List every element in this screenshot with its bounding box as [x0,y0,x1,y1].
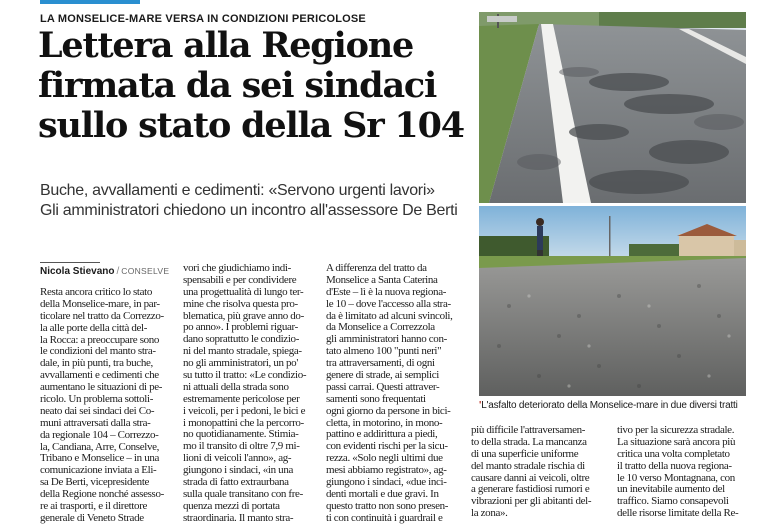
byline-author: Nicola Stievano [40,266,115,277]
article-line: Tribano e Monselice – in una [40,453,160,465]
article-line: ni attuali della strada sono [183,381,289,393]
section-accent-bar [40,0,140,4]
article-line: le 10 verso Montagnana, con [617,472,735,484]
headline-line: sullo stato della Sr 104 [38,105,464,146]
article-line: quenza mezzi di portata [183,500,280,512]
article-line: giungono i sindaci, «in una [183,465,294,477]
article-line: la alle porte della città del- [40,322,148,334]
article-line: vori che giudichiamo indi- [183,263,291,274]
article-line: pattino e addirittura a piedi, [326,429,438,441]
article-line: causare danni ai veicoli, oltre [471,472,590,484]
article-line: i veicoli, per i pedoni, le bici e [183,405,306,417]
article-line: A differenza del tratto da [326,263,427,274]
headline [38,26,468,146]
article-line: della Monselice-mare, in par- [40,298,160,310]
byline-separator: / [116,266,120,277]
article-line: le 10 – dove l'accesso alla stra- [326,298,451,310]
article-line: ti con continuità i guardrail e [326,512,443,524]
article-line: la Rocca: a preoccupare sono [40,334,160,346]
article-line: denti mortali e due gravi. In [326,488,439,500]
subheadline [40,181,470,221]
article-line: muni attraversati dalla stra- [40,417,151,429]
article-line: da è limitato ad alcuni svincoli, [326,310,453,322]
headline-line: Lettera alla Regione [38,25,414,66]
article-line: con evidenti rischi per la sicu- [326,441,448,453]
article-line: Monselice a Santa Caterina [326,274,438,286]
article-line: estremamente pericolose per [183,393,300,405]
subhead-line: Buche, avvallamenti e cedimenti: «Servono urgenti lavori» [40,182,435,199]
article-line: tato almeno 100 "punti neri" [326,346,442,358]
article-line: più difficile l'attraversamen- [471,425,586,436]
article-line: gli amministratori hanno con- [326,334,447,346]
article-line: La situazione sarà ancora più [617,436,736,448]
article-line: la zona». [471,508,508,520]
caption-text: L'asfalto deteriorato della Monselice-mare in due diversi tratti [481,400,738,411]
article-line: straordinaria. Il manto stra- [183,512,294,524]
article-line: una progettualità di lungo ter- [183,286,304,298]
article-line: comunicazione inviata a Eli- [40,465,157,477]
article-line: neato dai sei sindaci dei Co- [40,405,155,417]
kicker: LA MONSELICE-MARE VERSA IN CONDIZIONI PERICOLOSE [40,13,366,25]
article-line: po anno». I problemi riguar- [183,322,298,334]
article-line: a generare fastidiosi rumori e [471,484,590,496]
article-line: le condizioni del manto stra- [40,346,156,358]
article-line: generale di Veneto Strade [40,512,144,524]
article-line: blematica, più grave anno do- [183,310,304,322]
article-line: dale, in più punti, tra buche, [40,358,153,370]
article-line: aumentano le situazioni di pe- [40,382,163,394]
article-line: rezza. «Solo negli ultimi due [326,453,443,465]
article-column-2 [183,263,311,525]
article-line: della Regione nonché assesso- [40,489,164,501]
article-line: spensabili e per condividere [183,274,297,286]
article-line: ricolo. Un problema sottoli- [40,394,154,406]
article-line: avvallamenti e cedimenti che [40,370,159,382]
article-column-5 [617,425,752,520]
article-line: lioni di veicoli l'anno», ag- [183,453,292,465]
article-line: sulla quale transitano con fre- [183,488,303,500]
article-line: mo il transito di oltre 7,9 mi- [183,441,300,453]
article-line: cletta, in motorino, in mono- [326,417,443,429]
article-line: di una superficie uniforme [471,448,579,460]
article-line: sa De Berti, vicepresidente [40,477,150,489]
article-line: ni del manto stradale, spiega- [183,346,302,358]
article-line: strada di fatto extraurbana [183,477,289,489]
article-line: tra attraversamenti, di ogni [326,358,435,370]
byline [40,266,169,277]
article-line: ogni giorno da persone in bici- [326,405,451,417]
article-line: critica una volta completato [617,448,730,460]
subhead-line: Gli amministratori chiedono un incontro all'assessore De Berti [40,202,458,219]
byline-rule [40,262,100,263]
article-line: la, Candiana, Arre, Conselve, [40,441,160,453]
article-line: dano soprattutto le condizio- [183,334,300,346]
article-line: i monopattini che la percorro- [183,417,304,429]
article-line: delle risorse limitate della Re- [617,508,739,520]
photo-caption [479,400,749,411]
article-column-4 [471,425,606,520]
article-line: to della strada. La mancanza [471,436,587,448]
article-line: passi carrai. Questi attraver- [326,381,440,393]
article-column-1 [40,287,168,525]
headline-line: firmata da sei sindaci [38,65,437,106]
article-line: re ai trasporti, e il direttore [40,501,148,513]
article-line: no gli amministratori, un po' [183,358,298,370]
article-line: vibrazioni per gli abitanti del- [471,496,592,508]
article-line: mine che risolva questa pro- [183,298,298,310]
article-line: tivo per la sicurezza stradale. [617,425,735,436]
article-line: traffico. Siamo consapevoli [617,496,729,508]
road-photo-top [479,12,746,203]
article-line: samenti sono frequentati [326,393,426,405]
road-photo-bottom [479,206,746,396]
article-line: un inevitabile aumento del [617,484,725,496]
article-line: Resta ancora critico lo stato [40,287,153,298]
article-column-3 [326,263,454,525]
article-line: d'Este – lì è la nuova regiona- [326,286,447,298]
article-line: su tutto il tratto: «Le condizio- [183,370,307,382]
article-line: del manto stradale rischia di [471,460,585,472]
article-line: da Monselice a Correzzola [326,322,435,334]
article-line: no quotidianamente. Stimia- [183,429,299,441]
article-line: genere di strade, ai semplici [326,370,439,382]
article-line: ticolare nel tratto da Correzzo- [40,310,164,322]
caption-mark: ' [479,400,482,411]
article-line: mesi abbiamo registrato», ag- [326,465,447,477]
article-line: da regionale 104 – Correzzo- [40,429,159,441]
article-line: giungono i sindaci, «due inci- [326,477,447,489]
article-line: il tratto della nuova regiona- [617,460,732,472]
article-line: questo tratto non sono presen- [326,500,449,512]
byline-place: CONSELVE [121,266,170,276]
